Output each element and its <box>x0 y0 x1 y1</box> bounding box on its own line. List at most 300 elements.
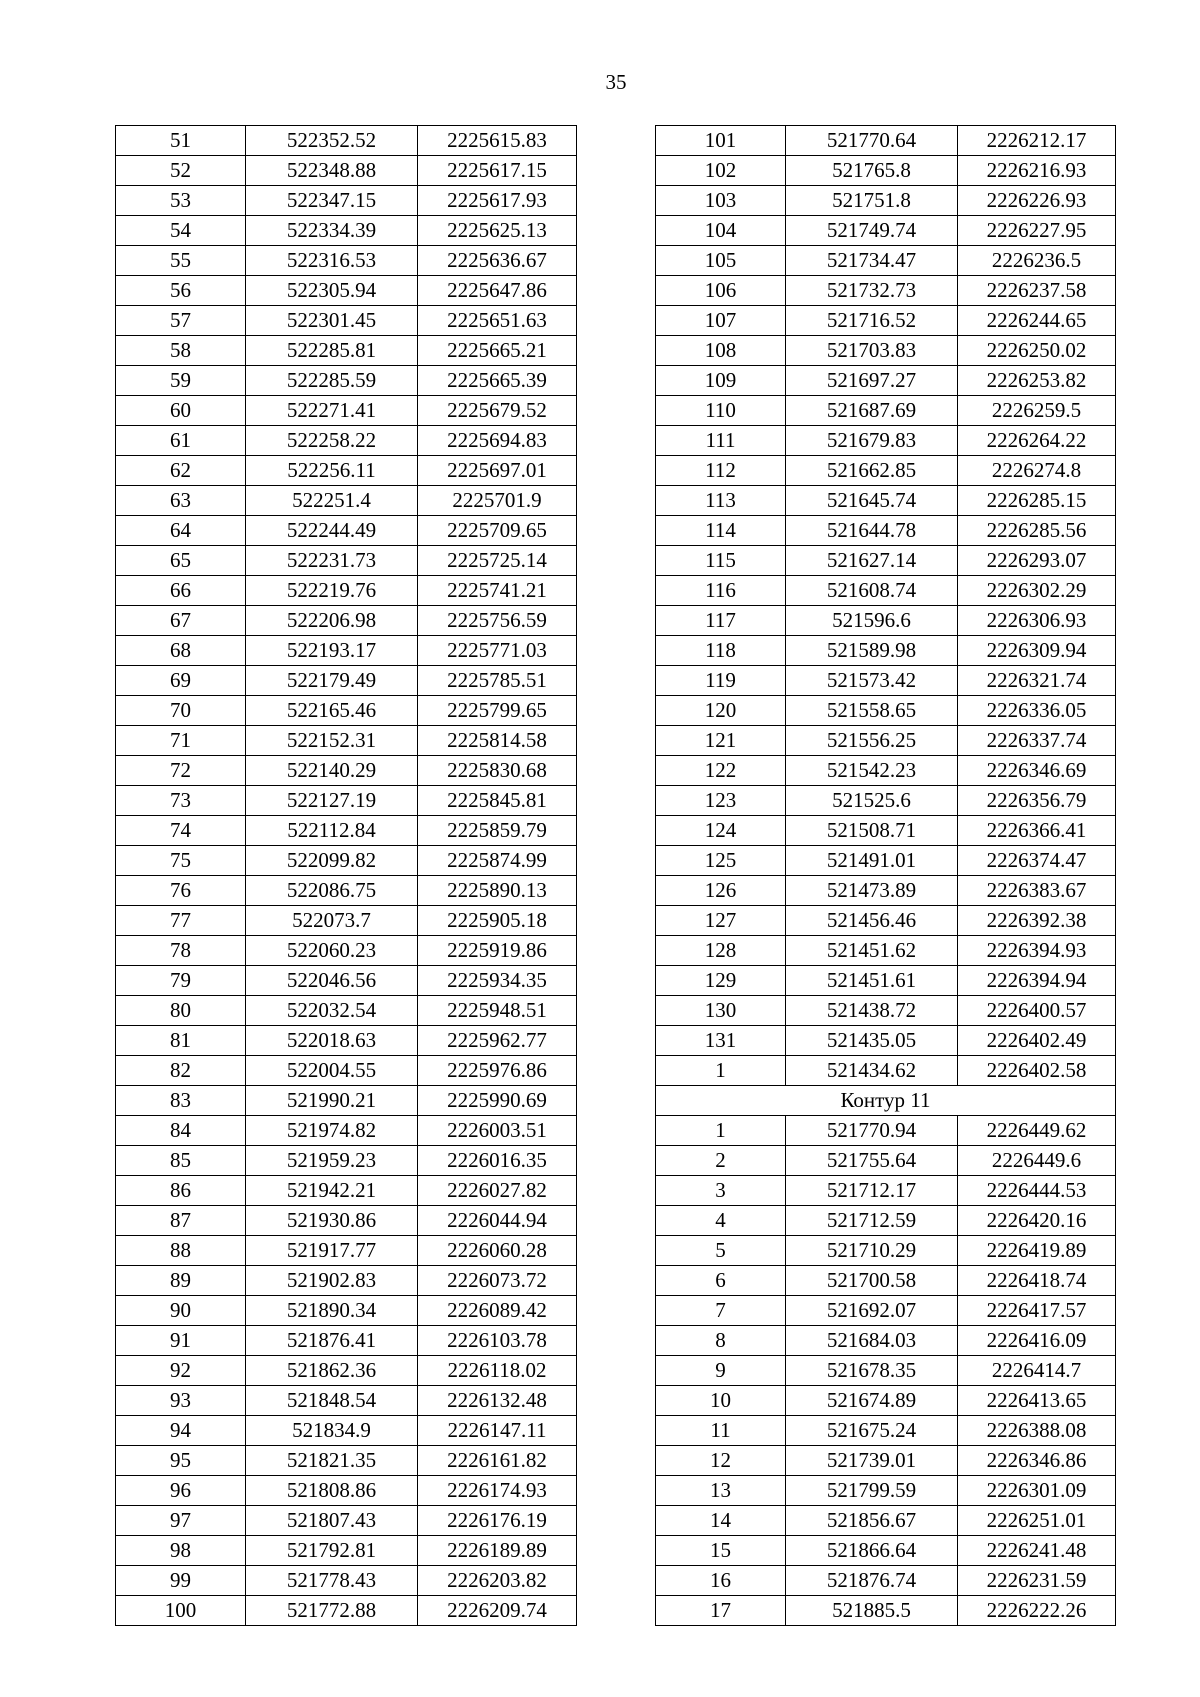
x-coordinate-cell: 522193.17 <box>246 636 418 666</box>
x-coordinate-cell: 522112.84 <box>246 816 418 846</box>
y-coordinate-cell: 2225709.65 <box>418 516 577 546</box>
table-row <box>656 606 1116 636</box>
x-coordinate-cell: 521716.52 <box>786 306 958 336</box>
table-row <box>116 756 577 786</box>
x-coordinate-cell: 522140.29 <box>246 756 418 786</box>
point-number-cell: 123 <box>656 786 786 816</box>
y-coordinate-cell: 2226060.28 <box>418 1236 577 1266</box>
table-row <box>116 1266 577 1296</box>
table-row <box>656 1446 1116 1476</box>
y-coordinate-cell: 2226216.93 <box>958 156 1116 186</box>
table-row <box>116 1086 577 1116</box>
x-coordinate-cell: 522285.59 <box>246 366 418 396</box>
point-number-cell: 82 <box>116 1056 246 1086</box>
x-coordinate-cell: 521862.36 <box>246 1356 418 1386</box>
point-number-cell: 114 <box>656 516 786 546</box>
y-coordinate-cell: 2226374.47 <box>958 846 1116 876</box>
point-number-cell: 60 <box>116 396 246 426</box>
point-number-cell: 125 <box>656 846 786 876</box>
y-coordinate-cell: 2226253.82 <box>958 366 1116 396</box>
y-coordinate-cell: 2225636.67 <box>418 246 577 276</box>
y-coordinate-cell: 2225934.35 <box>418 966 577 996</box>
table-row <box>116 1476 577 1506</box>
x-coordinate-cell: 522018.63 <box>246 1026 418 1056</box>
y-coordinate-cell: 2225785.51 <box>418 666 577 696</box>
x-coordinate-cell: 522271.41 <box>246 396 418 426</box>
y-coordinate-cell: 2225679.52 <box>418 396 577 426</box>
table-row <box>116 666 577 696</box>
x-coordinate-cell: 522099.82 <box>246 846 418 876</box>
point-number-cell: 101 <box>656 126 786 156</box>
y-coordinate-cell: 2226236.5 <box>958 246 1116 276</box>
x-coordinate-cell: 522256.11 <box>246 456 418 486</box>
y-coordinate-cell: 2226417.57 <box>958 1296 1116 1326</box>
point-number-cell: 1 <box>656 1056 786 1086</box>
coordinates-table-left <box>115 125 577 1626</box>
point-number-cell: 65 <box>116 546 246 576</box>
x-coordinate-cell: 521856.67 <box>786 1506 958 1536</box>
y-coordinate-cell: 2225771.03 <box>418 636 577 666</box>
point-number-cell: 127 <box>656 906 786 936</box>
table-row <box>116 1506 577 1536</box>
table-row <box>116 156 577 186</box>
point-number-cell: 70 <box>116 696 246 726</box>
table-row <box>656 966 1116 996</box>
point-number-cell: 53 <box>116 186 246 216</box>
x-coordinate-cell: 522127.19 <box>246 786 418 816</box>
point-number-cell: 58 <box>116 336 246 366</box>
y-coordinate-cell: 2226414.7 <box>958 1356 1116 1386</box>
y-coordinate-cell: 2226394.94 <box>958 966 1116 996</box>
point-number-cell: 16 <box>656 1566 786 1596</box>
point-number-cell: 80 <box>116 996 246 1026</box>
point-number-cell: 73 <box>116 786 246 816</box>
table-row <box>116 1536 577 1566</box>
y-coordinate-cell: 2226132.48 <box>418 1386 577 1416</box>
y-coordinate-cell: 2226251.01 <box>958 1506 1116 1536</box>
y-coordinate-cell: 2226244.65 <box>958 306 1116 336</box>
table-row <box>656 756 1116 786</box>
point-number-cell: 74 <box>116 816 246 846</box>
table-row <box>116 786 577 816</box>
x-coordinate-cell: 521697.27 <box>786 366 958 396</box>
y-coordinate-cell: 2226027.82 <box>418 1176 577 1206</box>
point-number-cell: 113 <box>656 486 786 516</box>
y-coordinate-cell: 2225890.13 <box>418 876 577 906</box>
point-number-cell: 103 <box>656 186 786 216</box>
y-coordinate-cell: 2226231.59 <box>958 1566 1116 1596</box>
y-coordinate-cell: 2226147.11 <box>418 1416 577 1446</box>
table-row <box>116 1566 577 1596</box>
point-number-cell: 81 <box>116 1026 246 1056</box>
y-coordinate-cell: 2225701.9 <box>418 486 577 516</box>
point-number-cell: 13 <box>656 1476 786 1506</box>
point-number-cell: 111 <box>656 426 786 456</box>
table-row <box>656 1116 1116 1146</box>
table-row <box>656 1416 1116 1446</box>
x-coordinate-cell: 521990.21 <box>246 1086 418 1116</box>
y-coordinate-cell: 2226418.74 <box>958 1266 1116 1296</box>
x-coordinate-cell: 521674.89 <box>786 1386 958 1416</box>
table-row <box>116 246 577 276</box>
point-number-cell: 66 <box>116 576 246 606</box>
y-coordinate-cell: 2225651.63 <box>418 306 577 336</box>
table-row <box>116 966 577 996</box>
y-coordinate-cell: 2225756.59 <box>418 606 577 636</box>
x-coordinate-cell: 521608.74 <box>786 576 958 606</box>
x-coordinate-cell: 522073.7 <box>246 906 418 936</box>
y-coordinate-cell: 2225830.68 <box>418 756 577 786</box>
x-coordinate-cell: 521700.58 <box>786 1266 958 1296</box>
y-coordinate-cell: 2225905.18 <box>418 906 577 936</box>
point-number-cell: 1 <box>656 1116 786 1146</box>
table-row <box>656 1146 1116 1176</box>
point-number-cell: 7 <box>656 1296 786 1326</box>
x-coordinate-cell: 522258.22 <box>246 426 418 456</box>
point-number-cell: 106 <box>656 276 786 306</box>
table-row <box>116 516 577 546</box>
point-number-cell: 54 <box>116 216 246 246</box>
x-coordinate-cell: 521930.86 <box>246 1206 418 1236</box>
y-coordinate-cell: 2226337.74 <box>958 726 1116 756</box>
x-coordinate-cell: 521885.5 <box>786 1596 958 1626</box>
point-number-cell: 51 <box>116 126 246 156</box>
point-number-cell: 6 <box>656 1266 786 1296</box>
table-row <box>656 126 1116 156</box>
table-row <box>116 1236 577 1266</box>
table-row <box>656 276 1116 306</box>
x-coordinate-cell: 522352.52 <box>246 126 418 156</box>
point-number-cell: 85 <box>116 1146 246 1176</box>
x-coordinate-cell: 521596.6 <box>786 606 958 636</box>
y-coordinate-cell: 2226449.62 <box>958 1116 1116 1146</box>
table-row <box>116 576 577 606</box>
table-row <box>116 846 577 876</box>
y-coordinate-cell: 2226449.6 <box>958 1146 1116 1176</box>
x-coordinate-cell: 521687.69 <box>786 396 958 426</box>
point-number-cell: 89 <box>116 1266 246 1296</box>
x-coordinate-cell: 522348.88 <box>246 156 418 186</box>
y-coordinate-cell: 2225990.69 <box>418 1086 577 1116</box>
y-coordinate-cell: 2226274.8 <box>958 456 1116 486</box>
table-row <box>116 936 577 966</box>
x-coordinate-cell: 521751.8 <box>786 186 958 216</box>
x-coordinate-cell: 522334.39 <box>246 216 418 246</box>
y-coordinate-cell: 2226383.67 <box>958 876 1116 906</box>
y-coordinate-cell: 2226222.26 <box>958 1596 1116 1626</box>
coordinates-table-right-body <box>656 126 1116 1626</box>
point-number-cell: 94 <box>116 1416 246 1446</box>
point-number-cell: 118 <box>656 636 786 666</box>
point-number-cell: 9 <box>656 1356 786 1386</box>
y-coordinate-cell: 2225919.86 <box>418 936 577 966</box>
x-coordinate-cell: 521772.88 <box>246 1596 418 1626</box>
table-row <box>116 396 577 426</box>
point-number-cell: 93 <box>116 1386 246 1416</box>
table-row <box>656 366 1116 396</box>
table-row <box>656 936 1116 966</box>
table-row <box>116 1356 577 1386</box>
y-coordinate-cell: 2225741.21 <box>418 576 577 606</box>
x-coordinate-cell: 521799.59 <box>786 1476 958 1506</box>
y-coordinate-cell: 2226301.09 <box>958 1476 1116 1506</box>
x-coordinate-cell: 521942.21 <box>246 1176 418 1206</box>
y-coordinate-cell: 2226285.15 <box>958 486 1116 516</box>
x-coordinate-cell: 521589.98 <box>786 636 958 666</box>
y-coordinate-cell: 2226420.16 <box>958 1206 1116 1236</box>
x-coordinate-cell: 522032.54 <box>246 996 418 1026</box>
coordinates-table-right <box>655 125 1116 1626</box>
y-coordinate-cell: 2226309.94 <box>958 636 1116 666</box>
table-row <box>116 696 577 726</box>
table-row <box>656 1566 1116 1596</box>
table-row <box>656 876 1116 906</box>
point-number-cell: 64 <box>116 516 246 546</box>
table-row <box>656 306 1116 336</box>
y-coordinate-cell: 2226302.29 <box>958 576 1116 606</box>
table-row <box>116 606 577 636</box>
table-row <box>656 726 1116 756</box>
table-row <box>116 1326 577 1356</box>
y-coordinate-cell: 2226388.08 <box>958 1416 1116 1446</box>
y-coordinate-cell: 2226264.22 <box>958 426 1116 456</box>
point-number-cell: 100 <box>116 1596 246 1626</box>
x-coordinate-cell: 521765.8 <box>786 156 958 186</box>
point-number-cell: 59 <box>116 366 246 396</box>
table-row <box>656 156 1116 186</box>
table-row <box>116 486 577 516</box>
point-number-cell: 131 <box>656 1026 786 1056</box>
x-coordinate-cell: 521573.42 <box>786 666 958 696</box>
y-coordinate-cell: 2225814.58 <box>418 726 577 756</box>
table-row <box>656 666 1116 696</box>
y-coordinate-cell: 2226003.51 <box>418 1116 577 1146</box>
point-number-cell: 105 <box>656 246 786 276</box>
x-coordinate-cell: 521732.73 <box>786 276 958 306</box>
point-number-cell: 90 <box>116 1296 246 1326</box>
contour-header-row <box>656 1086 1116 1116</box>
y-coordinate-cell: 2226174.93 <box>418 1476 577 1506</box>
y-coordinate-cell: 2226161.82 <box>418 1446 577 1476</box>
table-row <box>116 276 577 306</box>
x-coordinate-cell: 521456.46 <box>786 906 958 936</box>
point-number-cell: 67 <box>116 606 246 636</box>
table-row <box>116 636 577 666</box>
table-row <box>656 516 1116 546</box>
x-coordinate-cell: 522305.94 <box>246 276 418 306</box>
table-row <box>656 1206 1116 1236</box>
point-number-cell: 122 <box>656 756 786 786</box>
table-row <box>116 1056 577 1086</box>
table-row <box>656 1386 1116 1416</box>
contour-header: Контур 11 <box>656 1086 1116 1116</box>
point-number-cell: 107 <box>656 306 786 336</box>
x-coordinate-cell: 522046.56 <box>246 966 418 996</box>
table-row <box>656 396 1116 426</box>
table-row <box>116 876 577 906</box>
x-coordinate-cell: 521866.64 <box>786 1536 958 1566</box>
point-number-cell: 96 <box>116 1476 246 1506</box>
x-coordinate-cell: 521890.34 <box>246 1296 418 1326</box>
y-coordinate-cell: 2226346.69 <box>958 756 1116 786</box>
point-number-cell: 97 <box>116 1506 246 1536</box>
y-coordinate-cell: 2225948.51 <box>418 996 577 1026</box>
table-row <box>656 816 1116 846</box>
y-coordinate-cell: 2225694.83 <box>418 426 577 456</box>
x-coordinate-cell: 521451.61 <box>786 966 958 996</box>
x-coordinate-cell: 522152.31 <box>246 726 418 756</box>
table-row <box>656 576 1116 606</box>
table-row <box>116 216 577 246</box>
y-coordinate-cell: 2225799.65 <box>418 696 577 726</box>
y-coordinate-cell: 2226416.09 <box>958 1326 1116 1356</box>
y-coordinate-cell: 2226293.07 <box>958 546 1116 576</box>
y-coordinate-cell: 2226118.02 <box>418 1356 577 1386</box>
point-number-cell: 52 <box>116 156 246 186</box>
point-number-cell: 86 <box>116 1176 246 1206</box>
table-row <box>656 1026 1116 1056</box>
x-coordinate-cell: 522086.75 <box>246 876 418 906</box>
table-row <box>116 126 577 156</box>
x-coordinate-cell: 522165.46 <box>246 696 418 726</box>
x-coordinate-cell: 522219.76 <box>246 576 418 606</box>
x-coordinate-cell: 522060.23 <box>246 936 418 966</box>
table-row <box>656 696 1116 726</box>
table-row <box>116 306 577 336</box>
point-number-cell: 112 <box>656 456 786 486</box>
table-row <box>116 1296 577 1326</box>
table-row <box>116 726 577 756</box>
x-coordinate-cell: 521917.77 <box>246 1236 418 1266</box>
x-coordinate-cell: 521451.62 <box>786 936 958 966</box>
point-number-cell: 130 <box>656 996 786 1026</box>
table-row <box>656 1536 1116 1566</box>
point-number-cell: 116 <box>656 576 786 606</box>
table-row <box>116 1026 577 1056</box>
point-number-cell: 11 <box>656 1416 786 1446</box>
point-number-cell: 15 <box>656 1536 786 1566</box>
x-coordinate-cell: 522244.49 <box>246 516 418 546</box>
x-coordinate-cell: 521712.59 <box>786 1206 958 1236</box>
x-coordinate-cell: 521902.83 <box>246 1266 418 1296</box>
x-coordinate-cell: 521712.17 <box>786 1176 958 1206</box>
point-number-cell: 63 <box>116 486 246 516</box>
y-coordinate-cell: 2225617.93 <box>418 186 577 216</box>
x-coordinate-cell: 521749.74 <box>786 216 958 246</box>
x-coordinate-cell: 521438.72 <box>786 996 958 1026</box>
x-coordinate-cell: 521556.25 <box>786 726 958 756</box>
point-number-cell: 14 <box>656 1506 786 1536</box>
x-coordinate-cell: 522251.4 <box>246 486 418 516</box>
y-coordinate-cell: 2225874.99 <box>418 846 577 876</box>
point-number-cell: 126 <box>656 876 786 906</box>
point-number-cell: 98 <box>116 1536 246 1566</box>
point-number-cell: 88 <box>116 1236 246 1266</box>
point-number-cell: 120 <box>656 696 786 726</box>
x-coordinate-cell: 521959.23 <box>246 1146 418 1176</box>
x-coordinate-cell: 521807.43 <box>246 1506 418 1536</box>
point-number-cell: 95 <box>116 1446 246 1476</box>
y-coordinate-cell: 2225665.21 <box>418 336 577 366</box>
point-number-cell: 75 <box>116 846 246 876</box>
x-coordinate-cell: 521770.64 <box>786 126 958 156</box>
point-number-cell: 102 <box>656 156 786 186</box>
point-number-cell: 68 <box>116 636 246 666</box>
table-row <box>116 996 577 1026</box>
point-number-cell: 17 <box>656 1596 786 1626</box>
x-coordinate-cell: 521542.23 <box>786 756 958 786</box>
table-row <box>656 1596 1116 1626</box>
point-number-cell: 119 <box>656 666 786 696</box>
x-coordinate-cell: 521876.74 <box>786 1566 958 1596</box>
y-coordinate-cell: 2225665.39 <box>418 366 577 396</box>
point-number-cell: 92 <box>116 1356 246 1386</box>
y-coordinate-cell: 2226400.57 <box>958 996 1116 1026</box>
y-coordinate-cell: 2225859.79 <box>418 816 577 846</box>
x-coordinate-cell: 521662.85 <box>786 456 958 486</box>
y-coordinate-cell: 2226392.38 <box>958 906 1116 936</box>
point-number-cell: 87 <box>116 1206 246 1236</box>
x-coordinate-cell: 521876.41 <box>246 1326 418 1356</box>
y-coordinate-cell: 2226203.82 <box>418 1566 577 1596</box>
table-row <box>656 546 1116 576</box>
x-coordinate-cell: 521525.6 <box>786 786 958 816</box>
point-number-cell: 108 <box>656 336 786 366</box>
y-coordinate-cell: 2226250.02 <box>958 336 1116 366</box>
x-coordinate-cell: 521675.24 <box>786 1416 958 1446</box>
x-coordinate-cell: 522231.73 <box>246 546 418 576</box>
y-coordinate-cell: 2226444.53 <box>958 1176 1116 1206</box>
point-number-cell: 12 <box>656 1446 786 1476</box>
x-coordinate-cell: 521734.47 <box>786 246 958 276</box>
table-row <box>116 1416 577 1446</box>
table-row <box>656 216 1116 246</box>
table-row <box>656 1056 1116 1086</box>
y-coordinate-cell: 2226321.74 <box>958 666 1116 696</box>
y-coordinate-cell: 2225725.14 <box>418 546 577 576</box>
point-number-cell: 115 <box>656 546 786 576</box>
table-row <box>656 996 1116 1026</box>
point-number-cell: 3 <box>656 1176 786 1206</box>
x-coordinate-cell: 522206.98 <box>246 606 418 636</box>
y-coordinate-cell: 2226394.93 <box>958 936 1116 966</box>
point-number-cell: 104 <box>656 216 786 246</box>
y-coordinate-cell: 2226413.65 <box>958 1386 1116 1416</box>
table-row <box>116 366 577 396</box>
y-coordinate-cell: 2226016.35 <box>418 1146 577 1176</box>
table-row <box>656 426 1116 456</box>
table-row <box>656 1476 1116 1506</box>
table-row <box>116 186 577 216</box>
table-row <box>656 906 1116 936</box>
x-coordinate-cell: 521684.03 <box>786 1326 958 1356</box>
table-row <box>116 1596 577 1626</box>
point-number-cell: 10 <box>656 1386 786 1416</box>
x-coordinate-cell: 522004.55 <box>246 1056 418 1086</box>
x-coordinate-cell: 521508.71 <box>786 816 958 846</box>
point-number-cell: 77 <box>116 906 246 936</box>
x-coordinate-cell: 521792.81 <box>246 1536 418 1566</box>
point-number-cell: 110 <box>656 396 786 426</box>
point-number-cell: 129 <box>656 966 786 996</box>
x-coordinate-cell: 521703.83 <box>786 336 958 366</box>
y-coordinate-cell: 2226237.58 <box>958 276 1116 306</box>
point-number-cell: 124 <box>656 816 786 846</box>
point-number-cell: 121 <box>656 726 786 756</box>
table-row <box>656 846 1116 876</box>
point-number-cell: 61 <box>116 426 246 456</box>
x-coordinate-cell: 522301.45 <box>246 306 418 336</box>
